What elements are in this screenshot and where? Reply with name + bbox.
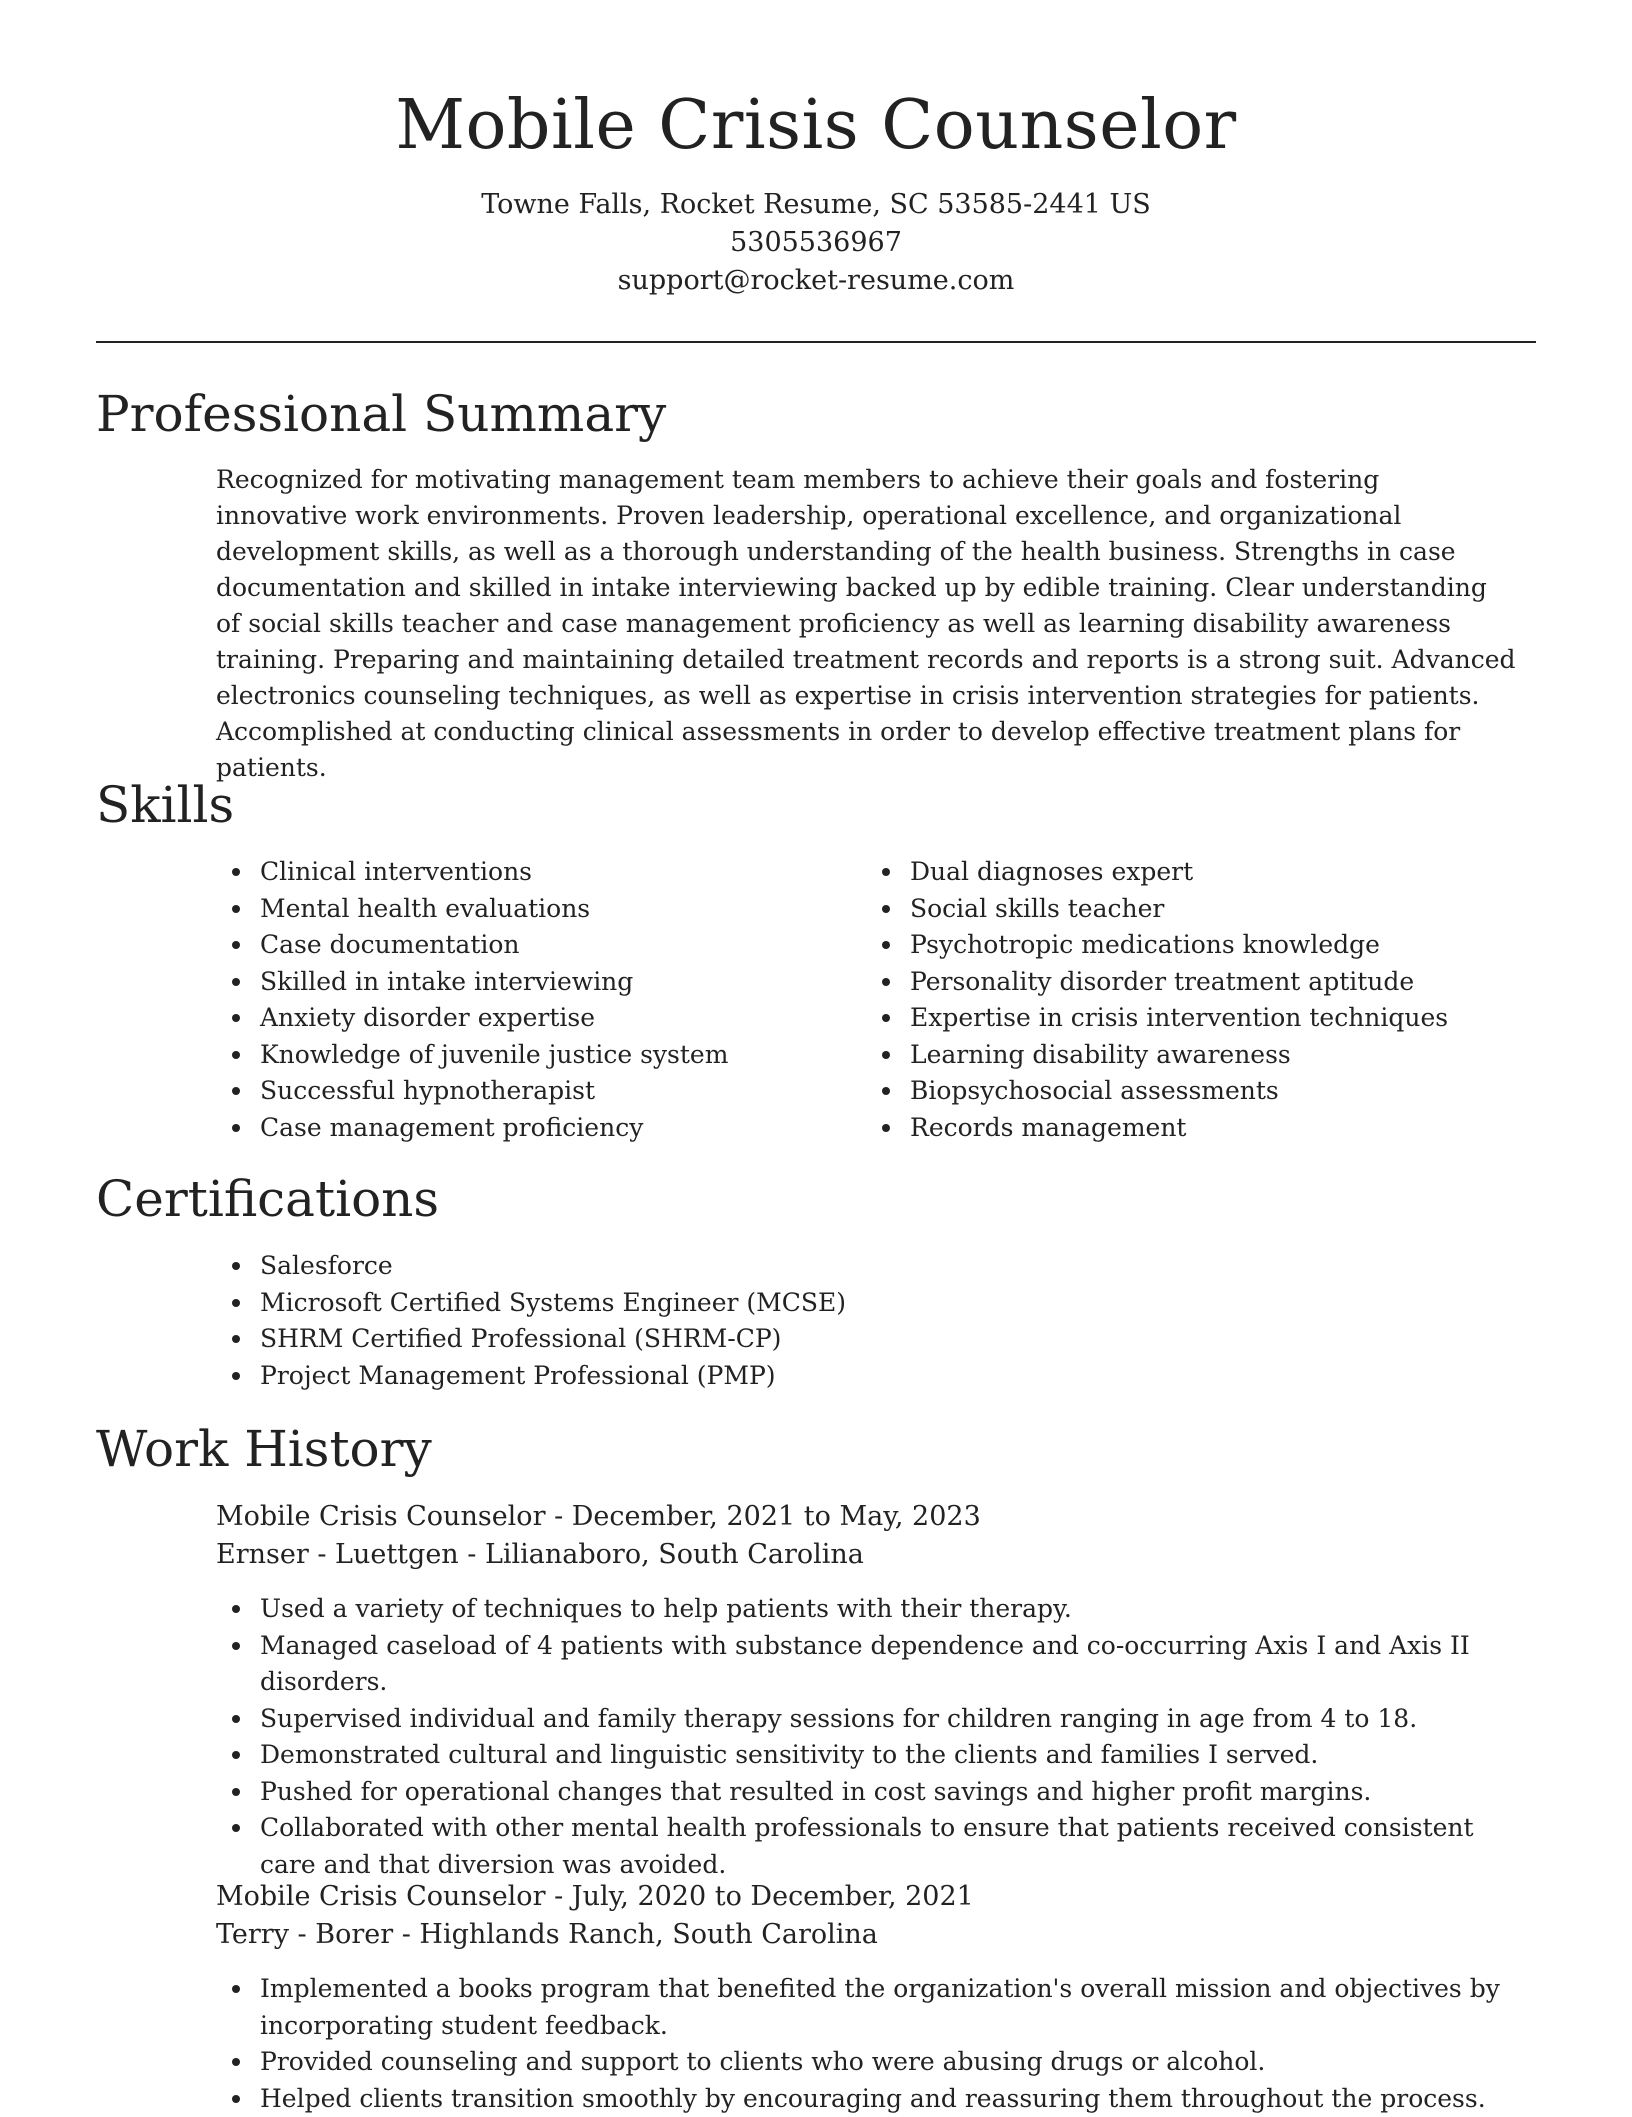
section-title-skills: Skills — [96, 774, 234, 836]
job-employer: Ernser - Luettgen — [216, 1539, 459, 1570]
job-bullets — [216, 1591, 1536, 1883]
skill-item: Learning disability awareness — [910, 1037, 1526, 1074]
skill-item: Personality disorder treatment aptitude — [910, 964, 1526, 1001]
section-title-certifications: Certifications — [96, 1168, 439, 1230]
skills-column-left — [216, 854, 836, 1146]
skill-item: Expertise in crisis intervention techniques — [910, 1000, 1526, 1037]
job-bullet: Managed caseload of 4 patients with substance dependence and co-occurring Axis I and Axis II disorders. — [260, 1628, 1536, 1701]
job-title: Mobile Crisis Counselor — [216, 1881, 545, 1912]
skill-item: Records management — [910, 1110, 1526, 1147]
resume-header — [96, 80, 1536, 300]
skill-item: Successful hypnotherapist — [260, 1073, 836, 1110]
job-header — [216, 1498, 981, 1574]
skill-item: Social skills teacher — [910, 891, 1526, 928]
certification-item: Project Management Professional (PMP) — [260, 1358, 846, 1395]
job-dates: - December, 2021 to May, 2023 — [545, 1501, 980, 1532]
skill-item: Case management proficiency — [260, 1110, 836, 1147]
job-title-line — [216, 1498, 981, 1536]
summary-text: Recognized for motivating management team members to achieve their goals and fostering innovative work environments. Proven leadership, operational excellence, and organizational development skills, as well as a thorough understanding of the health business. Strengths in case documentation and skilled in intake interviewing backed up by edible training. Clear understanding of social skills teacher and case management proficiency as well as learning disability awareness training. Preparing and maintaining detailed treatment records and reports is a strong suit. Advanced electronics counseling techniques, as well as expertise in crisis intervention strategies for patients. Accomplished at conducting clinical assessments in order to develop effective treatment plans for patients. — [216, 462, 1516, 786]
skills-column-right — [866, 854, 1526, 1146]
job-title: Mobile Crisis Counselor — [216, 1501, 545, 1532]
job-header — [216, 1878, 974, 1954]
job-bullet: Provided counseling and support to clients who were abusing drugs or alcohol. — [260, 2044, 1536, 2081]
skill-item: Psychotropic medications knowledge — [910, 927, 1526, 964]
certification-item: Microsoft Certified Systems Engineer (MCSE) — [260, 1285, 846, 1322]
job-bullet: Demonstrated cultural and linguistic sensitivity to the clients and families I served. — [260, 1737, 1536, 1774]
skill-item: Mental health evaluations — [260, 891, 836, 928]
job-employer: Terry - Borer — [216, 1919, 393, 1950]
job-employer-line — [216, 1916, 974, 1954]
job-bullet: Supervised individual and family therapy sessions for children ranging in age from 4 to 18. — [260, 1701, 1536, 1738]
header-divider — [96, 341, 1536, 343]
certification-item: SHRM Certified Professional (SHRM-CP) — [260, 1321, 846, 1358]
contact-address: Towne Falls, Rocket Resume, SC 53585-2441 US — [96, 186, 1536, 224]
job-dates: - July, 2020 to December, 2021 — [545, 1881, 973, 1912]
skill-item: Dual diagnoses expert — [910, 854, 1526, 891]
skill-item: Clinical interventions — [260, 854, 836, 891]
job-employer-line — [216, 1536, 981, 1574]
certifications-list — [216, 1248, 846, 1394]
job-bullet: Used a variety of techniques to help patients with their therapy. — [260, 1591, 1536, 1628]
skill-item: Anxiety disorder expertise — [260, 1000, 836, 1037]
section-title-summary: Professional Summary — [96, 383, 666, 445]
job-bullet: Implemented a books program that benefited the organization's overall mission and objectives by incorporating student feedback. — [260, 1971, 1536, 2044]
section-title-work-history: Work History — [96, 1418, 432, 1480]
contact-phone: 5305536967 — [96, 224, 1536, 262]
job-title-line — [216, 1878, 974, 1916]
job-bullet: Pushed for operational changes that resulted in cost savings and higher profit margins. — [260, 1774, 1536, 1811]
skill-item: Knowledge of juvenile justice system — [260, 1037, 836, 1074]
skill-item: Case documentation — [260, 927, 836, 964]
candidate-name: Mobile Crisis Counselor — [96, 80, 1536, 172]
certification-item: Salesforce — [260, 1248, 846, 1285]
skill-item: Biopsychosocial assessments — [910, 1073, 1526, 1110]
job-location: - Lilianaboro, South Carolina — [459, 1539, 864, 1570]
job-bullet: Helped clients transition smoothly by encouraging and reassuring them throughout the process. — [260, 2081, 1536, 2117]
contact-email: support@rocket-resume.com — [96, 262, 1536, 300]
skill-item: Skilled in intake interviewing — [260, 964, 836, 1001]
job-bullets — [216, 1971, 1536, 2117]
job-location: - Highlands Ranch, South Carolina — [393, 1919, 878, 1950]
job-bullet: Collaborated with other mental health professionals to ensure that patients received consistent care and that diversion was avoided. — [260, 1810, 1536, 1883]
